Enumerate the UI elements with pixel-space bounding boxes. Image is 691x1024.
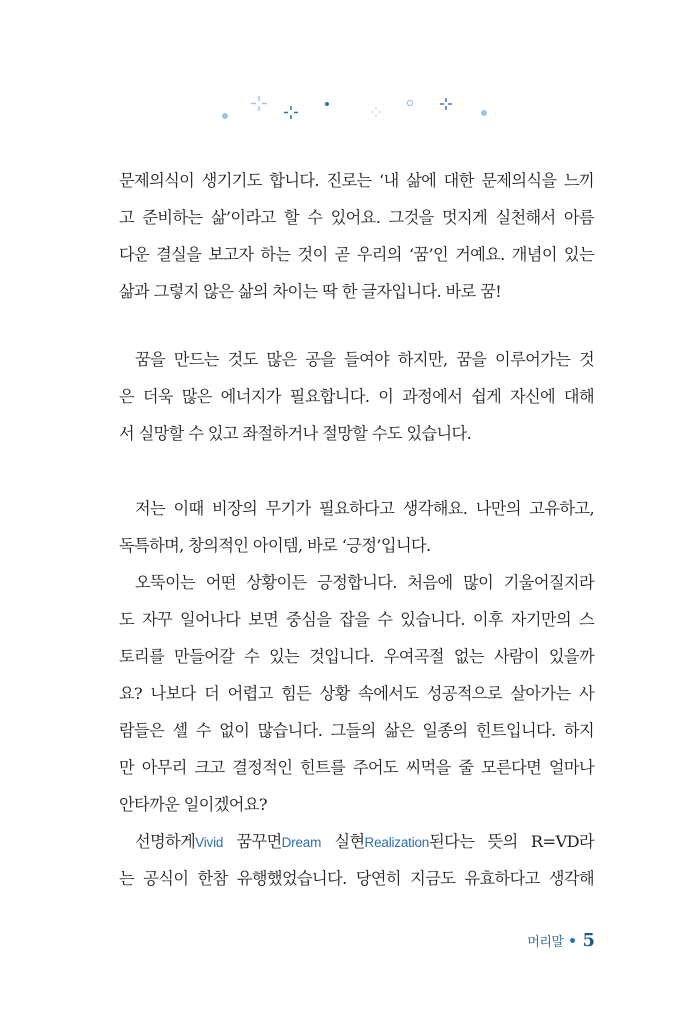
paragraph-3: [119, 490, 594, 897]
text-line: 만 아무리 크고 결정적인 힌트를 주어도 씨먹을 줄 모른다면 얼마나: [119, 758, 594, 777]
sparkle-cross-icon: [440, 98, 452, 110]
text-line: 안타까운 일이겠어요?: [119, 795, 267, 814]
text-line: 는 공식이 한참 유행했었습니다. 당연히 지금도 유효하다고 생각해: [119, 869, 594, 888]
text-line: 은 더욱 많은 에너지가 필요합니다. 이 과정에서 쉽게 자신에 대해: [119, 387, 594, 406]
section-label: 머리말: [527, 934, 564, 950]
text-line: 꿈을 만드는 것도 많은 공을 들여야 하지만, 꿈을 이루어가는 것: [135, 350, 594, 369]
text-line: 람들은 셀 수 없이 많습니다. 그들의 삶은 일종의 힌트입니다. 하지: [119, 721, 594, 740]
text-line: 다운 결실을 보고자 하는 것이 곧 우리의 ‘꿈’인 거예요. 개념이 있는: [119, 245, 594, 264]
page-number: 5: [582, 929, 595, 951]
bullet-dot-icon: [570, 938, 575, 943]
sparkle-dot-icon: [325, 102, 329, 106]
text-segment: 된다는 뜻의 R=VD라: [429, 832, 594, 851]
text-line: 토리를 만들어갈 수 있는 것입니다. 우여곡절 없는 사람이 있을까: [119, 647, 594, 666]
text-line: 서 실망할 수 있고 좌절하거나 절망할 수도 있습니다.: [119, 424, 472, 443]
sparkle-cross-icon: [284, 106, 298, 119]
sparkle-ring-icon: [407, 100, 412, 105]
page-footer: [527, 928, 595, 952]
text-segment: 선명하게: [135, 832, 196, 851]
text-line: 저는 이때 비장의 무기가 필요하다고 생각해요. 나만의 고유하고,: [135, 499, 594, 518]
text-line: 문제의식이 생기기도 합니다. 진로는 ‘내 삶에 대한 문제의식을 느끼: [119, 171, 594, 190]
sparkle-dot-icon: [222, 113, 228, 119]
paragraph-2: [119, 341, 594, 452]
english-gloss-realization: Realization: [364, 835, 430, 850]
text-line: 삶과 그렇지 않은 삶의 차이는 딱 한 글자입니다. 바로 꿈!: [119, 282, 502, 301]
english-gloss-dream: Dream: [281, 835, 322, 850]
english-gloss-vivid: Vivid: [195, 835, 224, 850]
text-segment: 꿈꾸면: [223, 832, 282, 851]
sparkle-cross-icon: [251, 96, 267, 111]
text-line: 도 자꾸 일어나다 보면 중심을 잡을 수 있습니다. 이후 자기만의 스: [119, 610, 594, 629]
text-line: 오뚝이는 어떤 상황이든 긍정합니다. 처음에 많이 기울어질지라: [135, 573, 594, 592]
sparkle-cross-icon: [371, 107, 381, 117]
sparkle-dot-icon: [481, 110, 487, 116]
paragraph-1: [119, 162, 594, 310]
rv-formula-line: [119, 823, 594, 860]
text-line: 요? 나보다 더 어렵고 힘든 상황 속에서도 성공적으로 살아가는 사: [119, 684, 594, 703]
text-line: 고 준비하는 삶’이라고 할 수 있어요. 그것을 멋지게 실천해서 아름: [119, 208, 594, 227]
sparkle-ornament: [0, 0, 691, 140]
text-line: 독특하며, 창의적인 아이템, 바로 ‘긍정’입니다.: [119, 536, 431, 555]
text-segment: 실현: [321, 832, 365, 851]
